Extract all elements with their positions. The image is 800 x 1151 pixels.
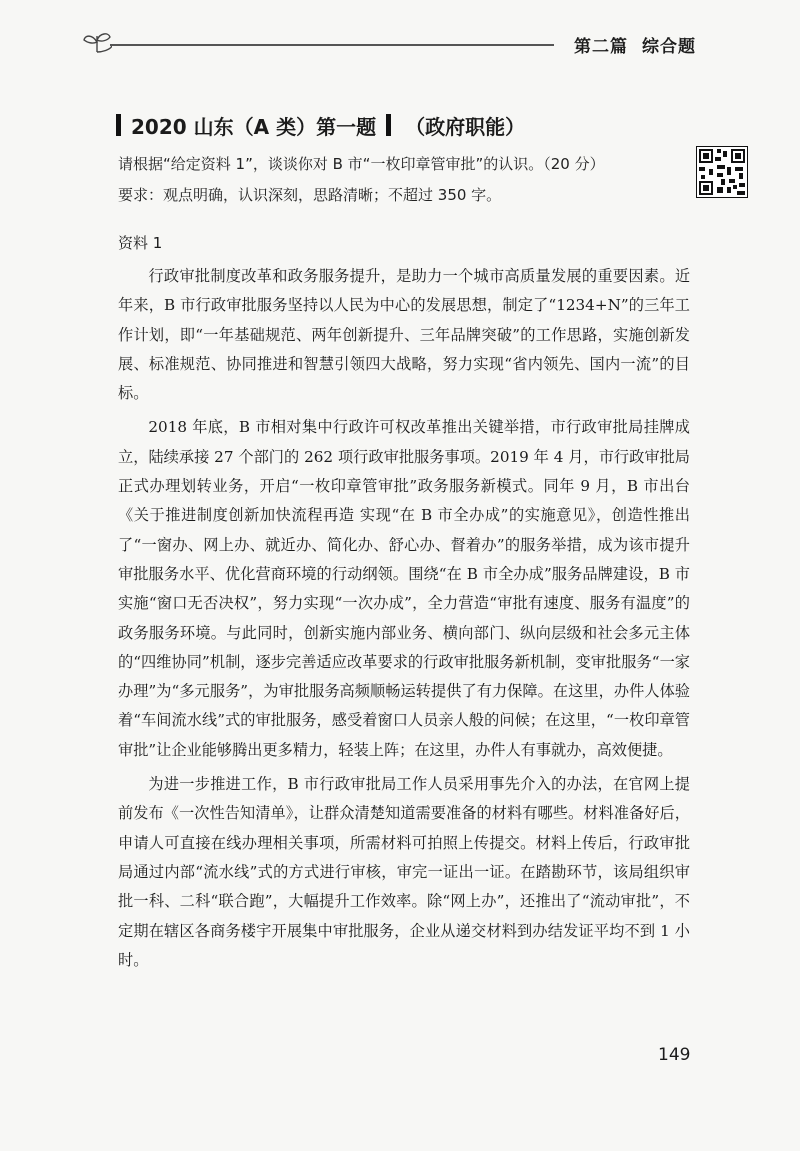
header-section: 综合题 — [642, 37, 696, 57]
question-title-text: 2020 山东（A 类）第一题 — [131, 114, 377, 139]
page-number: 149 — [658, 1045, 691, 1065]
material-paragraph: 2018 年底，B 市相对集中行政许可权改革推出关键举措，市行政审批局挂牌成立，陆续承接 27 个部门的 262 项行政审批服务事项。2019 年 4 月，市行政审批局正式办理划转业务，开启“一枚印章管审批”政务服务新模式。同年 9 月，B 市出台《关于推进制度创新加快流程再造 实现“在 B 市全办成”的实施意见》，创造性推出了“一窗办、网上办、就近办、简化办、舒心办、督着办”的服务举措，成为该市提升审批服务水平、优化营商环境的行动纲领。围绕“在 B 市全办成”服务品牌建设，B 市实施“窗口无否决权”，努力实现“一次办成”，全力营造“审批有速度、服务有温度”的政务服务环境。与此同时，创新实施内部业务、横向部门、纵向层级和社会多元主体的“四维协同”机制，逐步完善适应改革要求的行政审批服务新机制，变审批服务“一家办理”为“多元服务”，为审批服务高频顺畅运转提供了有力保障。在这里，办件人体验着“车间流水线”式的审批服务，感受着窗口人员亲人般的问候；在这里，“一枚印章管审批”让企业能够腾出更多精力，轻装上阵；在这里，办件人有事就办，高效便捷。 — [118, 418, 690, 759]
header-rule — [110, 44, 554, 46]
question-title — [116, 110, 525, 140]
leaf-icon — [82, 30, 112, 54]
page-header — [82, 28, 702, 58]
material-paragraph: 行政审批制度改革和政务服务提升，是助力一个城市高质量发展的重要因素。近年来，B 市行政审批服务坚持以人民为中心的发展思想，制定了“1234+N”的三年工作计划，即“一年基础规范、两年创新提升、三年品牌突破”的工作思路，实施创新发展、标准规范、协同推进和智慧引领四大战略，努力实现“省内领先、国内一流”的目标。 — [118, 267, 690, 403]
material-label: 资料 1 — [118, 234, 163, 252]
title-bar-left — [116, 114, 121, 136]
question-prompt: 请根据“给定资料 1”，谈谈你对 B 市“一枚印章管审批”的认识。（20 分） — [118, 155, 605, 173]
header-part: 第二篇 — [574, 37, 628, 57]
question-category: （政府职能） — [405, 114, 526, 139]
title-bar-mid — [386, 114, 391, 136]
qr-code-icon — [696, 146, 748, 198]
question-requirements: 要求：观点明确，认识深刻，思路清晰；不超过 350 字。 — [118, 186, 502, 204]
material-body — [118, 262, 690, 975]
material-paragraph: 为进一步推进工作，B 市行政审批局工作人员采用事先介入的办法，在官网上提前发布《一次性告知清单》，让群众清楚知道需要准备的材料有哪些。材料准备好后，申请人可直接在线办理相关事项，所需材料可拍照上传提交。材料上传后，行政审批局通过内部“流水线”式的方式进行审核，审完一证出一证。在踏勘环节，该局组织审批一科、二科“联合跑”，大幅提升工作效率。除“网上办”，还推出了“流动审批”，不定期在辖区各商务楼宇开展集中审批服务，企业从递交材料到办结发证平均不到 1 小时。 — [118, 775, 690, 969]
